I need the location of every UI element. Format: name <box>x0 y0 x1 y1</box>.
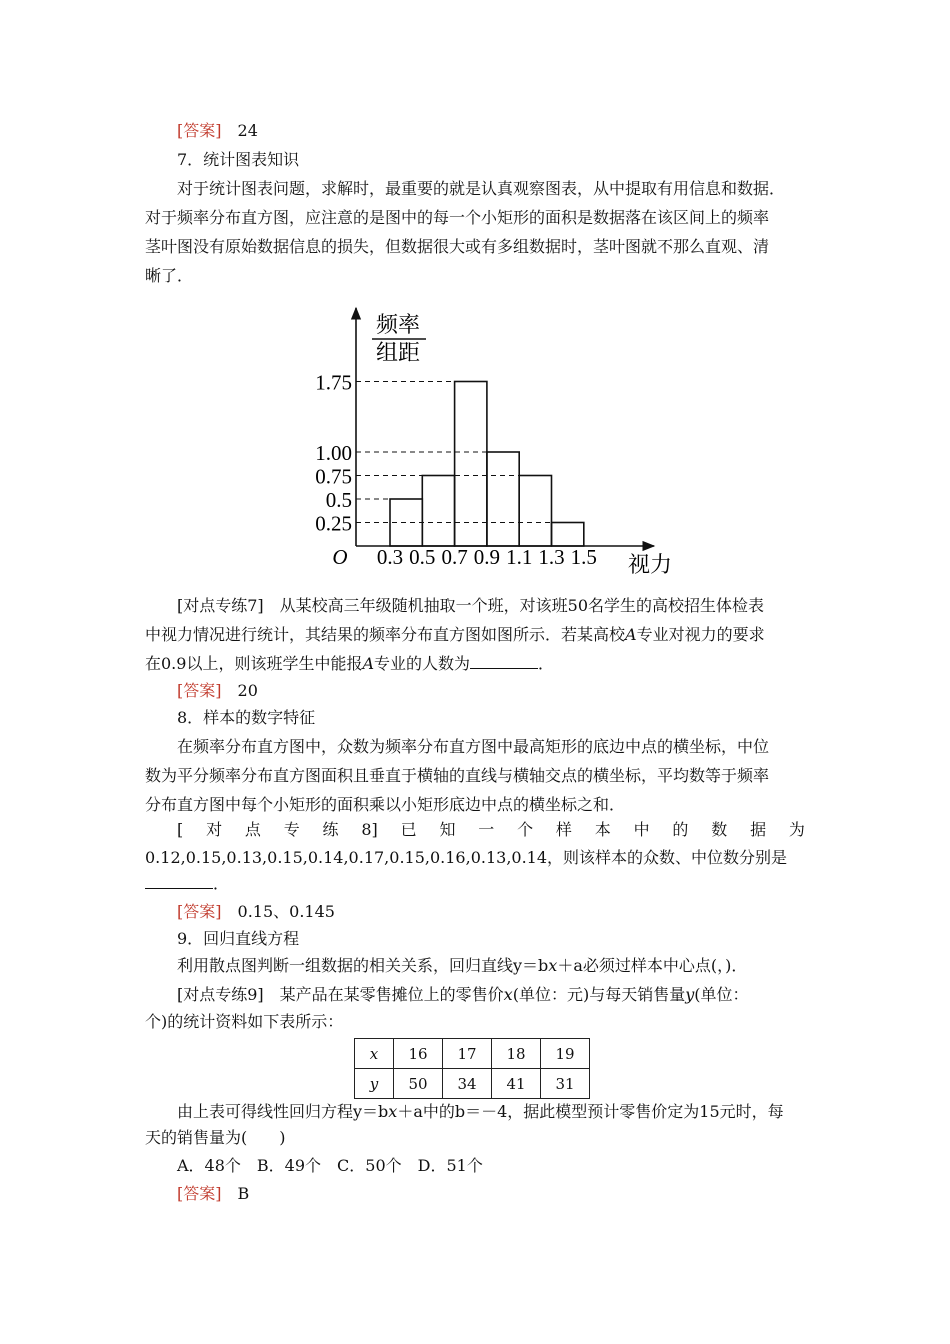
table-cell: 17 <box>443 1039 492 1069</box>
table-cell: 31 <box>541 1069 590 1099</box>
x-tick-label: 0.3 <box>376 545 404 569</box>
answer-value: B <box>237 1184 250 1203</box>
exercise-8-line: 0.12,0.15,0.13,0.15,0.14,0.17,0.15,0.16,0.13,0.14，则该样本的众数、中位数分别是 <box>145 848 788 867</box>
exercise-8-token: 练 <box>322 820 339 839</box>
y-tick-label: 0.25 <box>315 511 352 536</box>
table-row <box>355 1069 590 1099</box>
section-7-paragraph-line: 晰了． <box>145 266 194 285</box>
x-tick-label: 1.5 <box>570 545 597 569</box>
section-9-heading: 9．回归直线方程 <box>177 929 300 948</box>
table-cell: 41 <box>492 1069 541 1099</box>
section-8-paragraph-line: 在频率分布直方图中，众数为频率分布直方图中最高矩形的底边中点的横坐标，中位 <box>177 737 770 756</box>
x-tick-label: 1.3 <box>538 545 565 569</box>
answer-label: [答案] <box>177 121 222 140</box>
exercise-8-token: 据 <box>750 820 767 839</box>
section-8-paragraph-line: 数为平分频率分布直方图面积且垂直于横轴的直线与横轴交点的横坐标，平均数等于频率 <box>145 766 770 785</box>
exercise-8-token: 的 <box>672 820 689 839</box>
table-cell: 18 <box>492 1039 541 1069</box>
exercise-8-token: 数 <box>711 820 728 839</box>
exercise-8-token: 已 <box>400 820 417 839</box>
answer-value: 0.15、0.145 <box>237 902 335 921</box>
y-tick-label: 0.5 <box>325 488 352 512</box>
answer-blank <box>145 874 213 889</box>
histogram-bar <box>455 382 487 547</box>
section-9-paragraph-line: 利用散点图判断一组数据的相关关系，回归直线y＝bx＋a必须过样本中心点(，)． <box>177 956 748 975</box>
table-cell: x <box>355 1039 394 1069</box>
y-tick-label: 1.75 <box>315 370 352 395</box>
answer-line-6 <box>177 119 258 143</box>
exercise-8-token: 中 <box>633 820 650 839</box>
answer-line-9 <box>177 1182 249 1206</box>
answer-label: [答案] <box>177 681 222 700</box>
table-cell: 19 <box>541 1039 590 1069</box>
y-label-bottom: 组距 <box>375 340 421 365</box>
histogram-bar <box>519 476 551 547</box>
exercise-8-line <box>177 818 805 842</box>
histogram-bar <box>552 523 584 547</box>
exercise-8-line: ． <box>145 872 229 896</box>
table-cell: 50 <box>394 1069 443 1099</box>
answer-line-7 <box>177 679 258 703</box>
exercise-7-line: 中视力情况进行统计，其结果的频率分布直方图如图所示．若某高校A专业对视力的要求 <box>145 625 765 644</box>
exercise-9-line: [对点专练9] 某产品在某零售摊位上的零售价x(单位：元)与每天销售量y(单位： <box>177 985 749 1004</box>
section-7-heading: 7．统计图表知识 <box>177 150 300 169</box>
x-tick-label: 0.7 <box>441 545 468 569</box>
table-cell: 16 <box>394 1039 443 1069</box>
table-cell: y <box>355 1069 394 1099</box>
answer-line-8 <box>177 900 335 924</box>
x-axis-label: 视力 <box>627 552 673 577</box>
data-table <box>354 1038 590 1099</box>
x-tick-label: 0.9 <box>473 545 501 569</box>
exercise-8-token: 对 <box>206 820 223 839</box>
y-label-top: 频率 <box>375 312 421 337</box>
section-7-paragraph-line: 对于频率分布直方图，应注意的是图中的每一个小矩形的面积是数据落在该区间上的频率 <box>145 208 770 227</box>
exercise-7-line: 在0.9以上，则该班学生中能报A专业的人数为 ． <box>145 654 555 673</box>
question-9-line: 天的销售量为( ) <box>145 1128 286 1147</box>
answer-value: 20 <box>237 681 258 700</box>
histogram-bar <box>422 476 454 547</box>
exercise-8-token: 8] <box>361 820 378 839</box>
origin-label: O <box>332 545 348 569</box>
y-tick-label: 0.75 <box>315 464 352 489</box>
answer-options: A．48个 B．49个 C．50个 D．51个 <box>177 1156 483 1175</box>
y-tick-label: 1.00 <box>315 441 352 465</box>
section-7-paragraph-line: 茎叶图没有原始数据信息的损失，但数据很大或有多组数据时，茎叶图就不那么直观、清 <box>145 237 770 256</box>
exercise-8-token: 个 <box>517 820 534 839</box>
answer-label: [答案] <box>177 1184 222 1203</box>
question-9-line: 由上表可得线性回归方程y＝bx＋a中的b＝－4，据此模型预计零售价定为15元时，每 <box>177 1102 784 1121</box>
exercise-8-token: 本 <box>594 820 611 839</box>
x-tick-label: 0.5 <box>409 545 436 569</box>
answer-label: [答案] <box>177 902 222 921</box>
answer-blank <box>470 654 538 669</box>
section-8-heading: 8．样本的数字特征 <box>177 708 316 727</box>
table-cell: 34 <box>443 1069 492 1099</box>
histogram-bar <box>487 452 519 546</box>
exercise-8-token: 为 <box>788 820 805 839</box>
exercise-8-token: 一 <box>478 820 495 839</box>
exercise-8-token: 样 <box>555 820 572 839</box>
exercise-8-token: 知 <box>439 820 456 839</box>
exercise-9-line: 个)的统计资料如下表所示： <box>145 1012 344 1031</box>
section-7-paragraph-line: 对于统计图表问题，求解时，最重要的就是认真观察图表，从中提取有用信息和数据． <box>177 179 786 198</box>
x-tick-label: 1.1 <box>506 545 533 569</box>
exercise-7-line: [对点专练7] 从某校高三年级随机抽取一个班，对该班50名学生的高校招生体检表 <box>177 596 765 615</box>
answer-value: 24 <box>237 121 258 140</box>
frequency-histogram <box>300 296 690 582</box>
exercise-8-token: 点 <box>244 820 261 839</box>
section-8-paragraph-line: 分布直方图中每个小矩形的面积乘以小矩形底边中点的横坐标之和． <box>145 795 626 814</box>
exercise-8-token: 专 <box>283 820 300 839</box>
exercise-8-token: [ <box>177 820 184 839</box>
table-row <box>355 1039 590 1069</box>
